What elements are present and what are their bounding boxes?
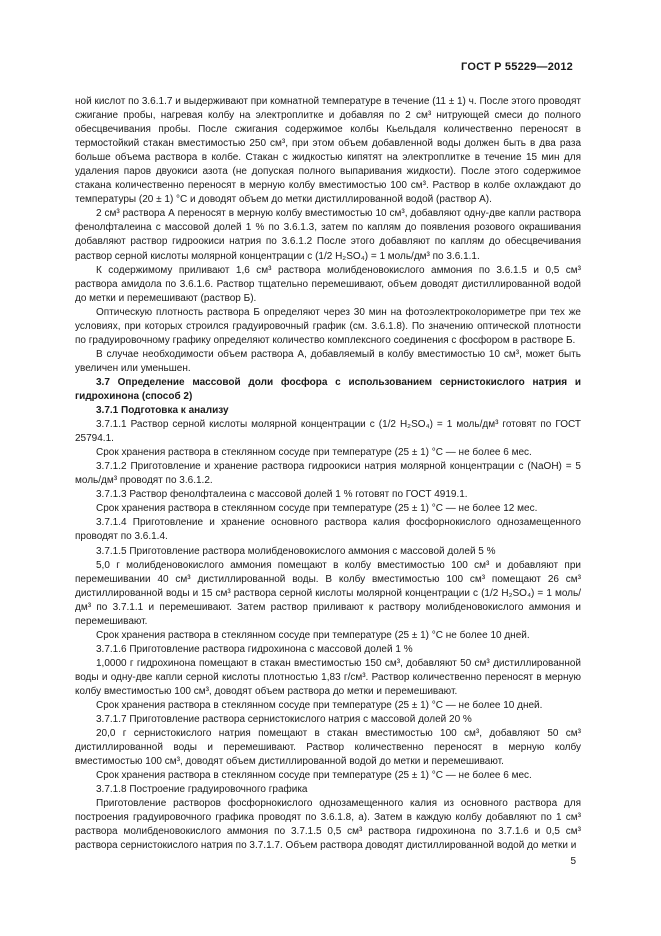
paragraph: 3.7.1.1 Раствор серной кислоты молярной концентрации с (1/2 H₂SO₄) = 1 моль/дм³ готовят по ГОСТ 25794.1. xyxy=(75,419,581,445)
section-heading: 3.7 Определение массовой доли фосфора с использованием сернистокислого натрия и гидрохинона (способ 2) xyxy=(75,376,581,402)
document-header: ГОСТ Р 55229—2012 xyxy=(461,61,573,73)
paragraph: Срок хранения раствора в стеклянном сосуде при температуре (25 ± 1) °С не более 10 дней. xyxy=(96,629,530,641)
paragraph: В случае необходимости объем раствора А, добавляемый в колбу вместимостью 10 см³, может быть увеличен или уменьшен. xyxy=(75,348,581,374)
paragraph: Оптическую плотность раствора Б определяют через 30 мин на фотоэлектроколориметре при тех же условиях, при которых строился градуировочный график (см. 3.6.1.8). По значению оптической плотности по градуировочному графику определяют количество комплексного соединения с фосфором в растворе Б. xyxy=(75,306,581,346)
paragraph: ной кислот по 3.6.1.7 и выдерживают при комнатной температуре в течение (11 ± 1) ч. После этого проводят сжигание пробы, нагревая колбу на электроплитке и добавляя по 2 см³ нитрующей смеси до полного обесцвечивания пробы. После сжигания содержимое колбы Кьельдаля количественно переносят в термостойкий стакан вместимостью 250 см³, при этом объем добавленной воды должен быть в два раза больше объема раствора в колбе. Стакан с жидкостью кипятят на электроплитке в течение 15 мин для удаления паров двуокиси азота (не допуская полного выпаривания жидкости). После этого содержимое стакана количественно переносят в мерную колбу вместимостью 100 см³. Раствор в колбе охлаждают до температуры (20 ± 1) °С и доводят объем до метки дистиллированной водой (раствор А). xyxy=(75,96,581,206)
paragraph: Срок хранения раствора в стеклянном сосуде при температуре (25 ± 1) °С — не более 6 мес. xyxy=(96,770,532,782)
paragraph: 3.7.1.6 Приготовление раствора гидрохинона с массовой долей 1 % xyxy=(96,643,413,655)
paragraph: 3.7.1.5 Приготовление раствора молибденовокислого аммония с массовой долей 5 % xyxy=(96,545,496,557)
paragraph: К содержимому приливают 1,6 см³ раствора молибденовокислого аммония по 3.6.1.5 и 0,5 см³ раствора амидола по 3.6.1.6. Раствор тщательно перемешивают, объем доводят дистиллированной водой до метки и перемешивают (раствор Б). xyxy=(75,264,581,304)
paragraph: 2 см³ раствора А переносят в мерную колбу вместимостью 10 см³, добавляют одну-две капли раствора фенолфталеина с массовой долей 1 % по 3.6.1.3, затем по каплям до появления розового окрашивания добавляют раствор гидроокиси натрия по 3.6.1.2 После этого добавляют по каплям до обесцвечивания раствор серной кислоты молярной концентрации с (1/2 H₂SO₄) = 1 моль/дм³ по 3.6.1.1. xyxy=(75,208,581,262)
document-body xyxy=(75,95,581,854)
paragraph: 1,0000 г гидрохинона помещают в стакан вместимостью 150 см³, добавляют 50 см³ дистиллированной воды и одну-две капли серной кислоты плотностью 1,83 г/см³. Раствор количественно переносят в мерную колбу вместимостью 100 см³, доводят объем раствора до метки и перемешивают. xyxy=(75,657,581,697)
paragraph: 20,0 г сернистокислого натрия помещают в стакан вместимостью 100 см³, добавляют 50 см³ дистиллированной воды и перемешивают. Раствор количественно переносят в мерную колбу вместимостью 100 см³, доводят объем дистиллированной водой до метки и перемешивают. xyxy=(75,728,581,768)
paragraph: 3.7.1.4 Приготовление и хранение основного раствора калия фосфорнокислого однозамещенного проводят по 3.6.1.4. xyxy=(75,517,581,543)
paragraph: 3.7.1.8 Построение градуировочного графика xyxy=(96,784,308,796)
paragraph: Срок хранения раствора в стеклянном сосуде при температуре (25 ± 1) °С — не более 10 дней. xyxy=(96,700,543,712)
paragraph: 3.7.1.3 Раствор фенолфталеина с массовой долей 1 % готовят по ГОСТ 4919.1. xyxy=(96,489,468,501)
subsection-heading: 3.7.1 Подготовка к анализу xyxy=(96,405,229,417)
paragraph: 5,0 г молибденовокислого аммония помещают в колбу вместимостью 100 см³ и добавляют при перемешивании 40 см³ дистиллированной воды. В колбу вместимостью 100 см³ помещают 26 см³ дистиллированной воды и 15 см³ раствора серной кислоты молярной концентрации с (1/2 H₂SO₄) = 1 моль/дм³ по 3.7.1.1 и перемешивают. Затем раствор приливают к раствору молибденовокислого аммония и перемешивают. xyxy=(75,559,581,627)
paragraph: Срок хранения раствора в стеклянном сосуде при температуре (25 ± 1) °С — не более 12 мес. xyxy=(96,503,538,515)
paragraph: 3.7.1.2 Приготовление и хранение раствора гидроокиси натрия молярной концентрации с (NaOH) = 5 моль/дм³ проводят по 3.6.1.2. xyxy=(75,461,581,487)
paragraph: 3.7.1.7 Приготовление раствора сернистокислого натрия с массовой долей 20 % xyxy=(96,714,472,726)
page-number: 5 xyxy=(570,856,576,867)
paragraph: Срок хранения раствора в стеклянном сосуде при температуре (25 ± 1) °С — не более 6 мес. xyxy=(96,447,532,459)
paragraph: Приготовление растворов фосфорнокислого однозамещенного калия из основного раствора для построения градуировочного графика проводят по 3.6.1.8, а). Затем в каждую колбу добавляют по 1 см³ раствора молибденовокислого аммония по 3.7.1.5 0,5 см³ раствора гидрохинона по 3.7.1.6 и 0,5 см³ раствора сернистокислого натрия по 3.7.1.7. Объем раствора доводят дистиллированной водой до метки и xyxy=(75,798,581,852)
